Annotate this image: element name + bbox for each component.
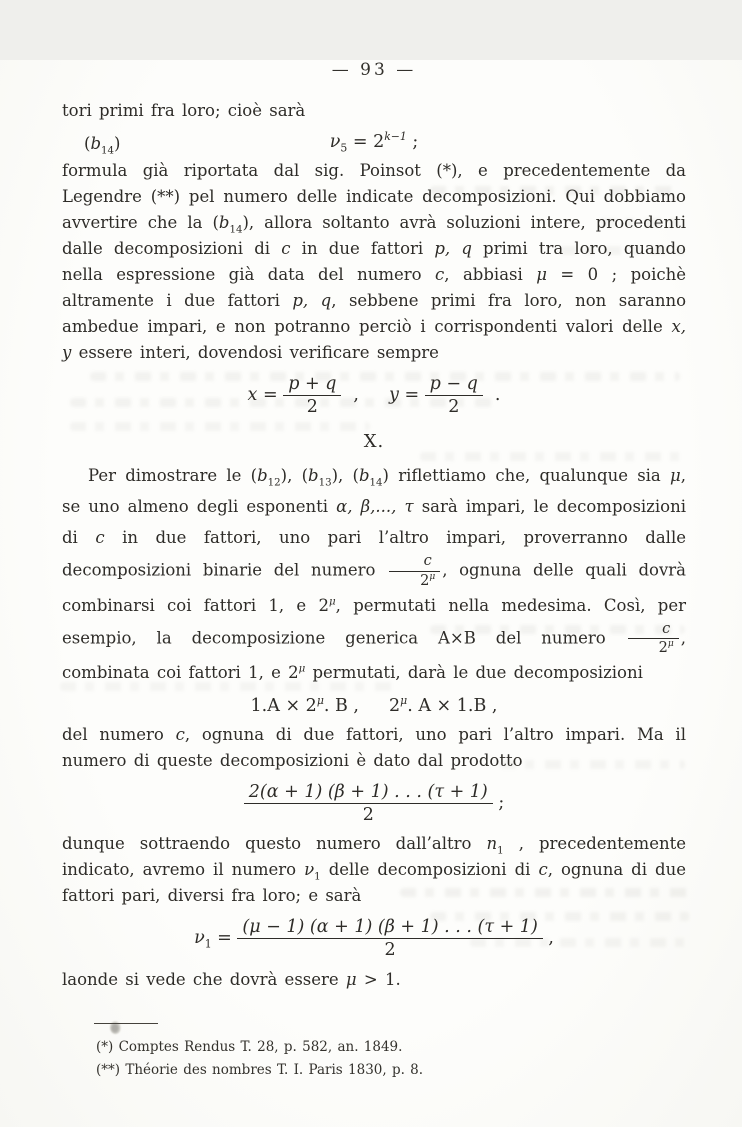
paragraph-5: laonde si vede che dovrà essere μ > 1. bbox=[62, 969, 401, 989]
paragraph-3: del numero c, ognuna di due fattori, uno pari l’altro impari. Ma il numero di queste decomposizioni è dato dal prodotto bbox=[62, 725, 686, 770]
footnote-marker: (*) bbox=[96, 1038, 114, 1055]
footnote-2: (**) Théorie des nombres T. I. Paris 1830, p. 8. bbox=[96, 1061, 424, 1078]
fraction-product: $\frac{2(\alpha + 1) (\beta + 1) . . . (\tau + 1)}{2}$ bbox=[244, 782, 493, 825]
equation-b14 bbox=[62, 130, 686, 157]
page-content bbox=[0, 60, 742, 1082]
equation-nu5: $\nu_5 = 2^{k-1}$ ; bbox=[329, 130, 419, 155]
fraction-c-over-2mu: $\frac{c}{2^\mu}$ bbox=[628, 621, 679, 657]
section-heading: X. bbox=[363, 431, 385, 453]
paragraph-continuation bbox=[62, 98, 686, 124]
equation-xy: x = $\frac{p + q}{2}$ , y = $\frac{p - q}{2}$ . bbox=[247, 374, 501, 418]
equation-two-decompositions: $1.A \times 2^\mu$. B , $2^\mu$. A × 1.B , bbox=[250, 694, 498, 716]
paragraph-1: formula già riportata dal sig. Poinsot (*), e precedentemente da Legendre (**) pel numero delle indicate decomposizioni. Qui dobbiamo avvertire che la $(b_{14})$, allora soltanto avrà soluzioni intere, procedenti dalle decomposizioni di c in due fattori p, q primi tra loro, quando nella espressione già data del numero c, abbiasi μ = 0 ; poichè altramente i due fattori p, q, sebbene primi fra loro, non saranno ambedue impari, e non potranno perciò i corrispondenti valori delle x, y essere interi, dovendosi verificare sempre bbox=[62, 161, 687, 362]
fraction-y: $\frac{p - q}{2}$ bbox=[425, 374, 483, 417]
paragraph-4: dunque sottraendo questo numero dall’altro $n_1$ , precedentemente indicato, avremo il numero $\nu_1$ delle decomposizioni di c, ognuna di due fattori pari, diversi fra loro; e sarà bbox=[62, 834, 686, 906]
fraction-x: $\frac{p + q}{2}$ bbox=[283, 374, 341, 417]
fraction-nu1: $\frac{(\mu - 1) (\alpha + 1) (\beta + 1) . . . (\tau + 1)}{2}$ bbox=[237, 917, 542, 960]
footnote-separator bbox=[94, 1023, 158, 1024]
equation-product: $\frac{2(\alpha + 1) (\beta + 1) . . . (\tau + 1)}{2}$ ; bbox=[62, 782, 686, 825]
intro-text: tori primi fra loro; cioè sarà bbox=[62, 101, 306, 120]
equation-label-b14: $(b_{14})$ bbox=[84, 134, 121, 157]
fraction-c-over-2mu: $\frac{c}{2^\mu}$ bbox=[389, 553, 440, 589]
footnote-marker: (**) bbox=[96, 1061, 121, 1078]
footnote-1: (*) Comptes Rendus T. 28, p. 582, an. 1849. bbox=[96, 1038, 403, 1055]
equation-nu1: $\nu_1$ = $\frac{(\mu - 1) (\alpha + 1) (\beta + 1) . . . (\tau + 1)}{2}$ , bbox=[194, 917, 554, 961]
paragraph-2: Per dimostrare le $(b_{12})$, $(b_{13})$, $(b_{14})$ riflettiamo che, qualunque sia μ, se uno almeno degli esponenti α, β,..., τ sarà impari, le decomposizioni di c in due fattori, uno pari l’altro impari, proverranno dalle decomposizioni binarie del numero $\frac{c}{2^\mu}$ , ognuna delle quali dovrà combinarsi coi fattori 1, e $2^\mu$, permutati nella medesima. Così, per esempio, la decomposizione generica A×B del numero $\frac{c}{2^\mu}$ , combinata coi fattori 1, e $2^\mu$ permutati, darà le due decomposizioni bbox=[62, 466, 686, 682]
page-number: — 93 — bbox=[331, 60, 417, 80]
scanned-page bbox=[0, 60, 742, 1127]
